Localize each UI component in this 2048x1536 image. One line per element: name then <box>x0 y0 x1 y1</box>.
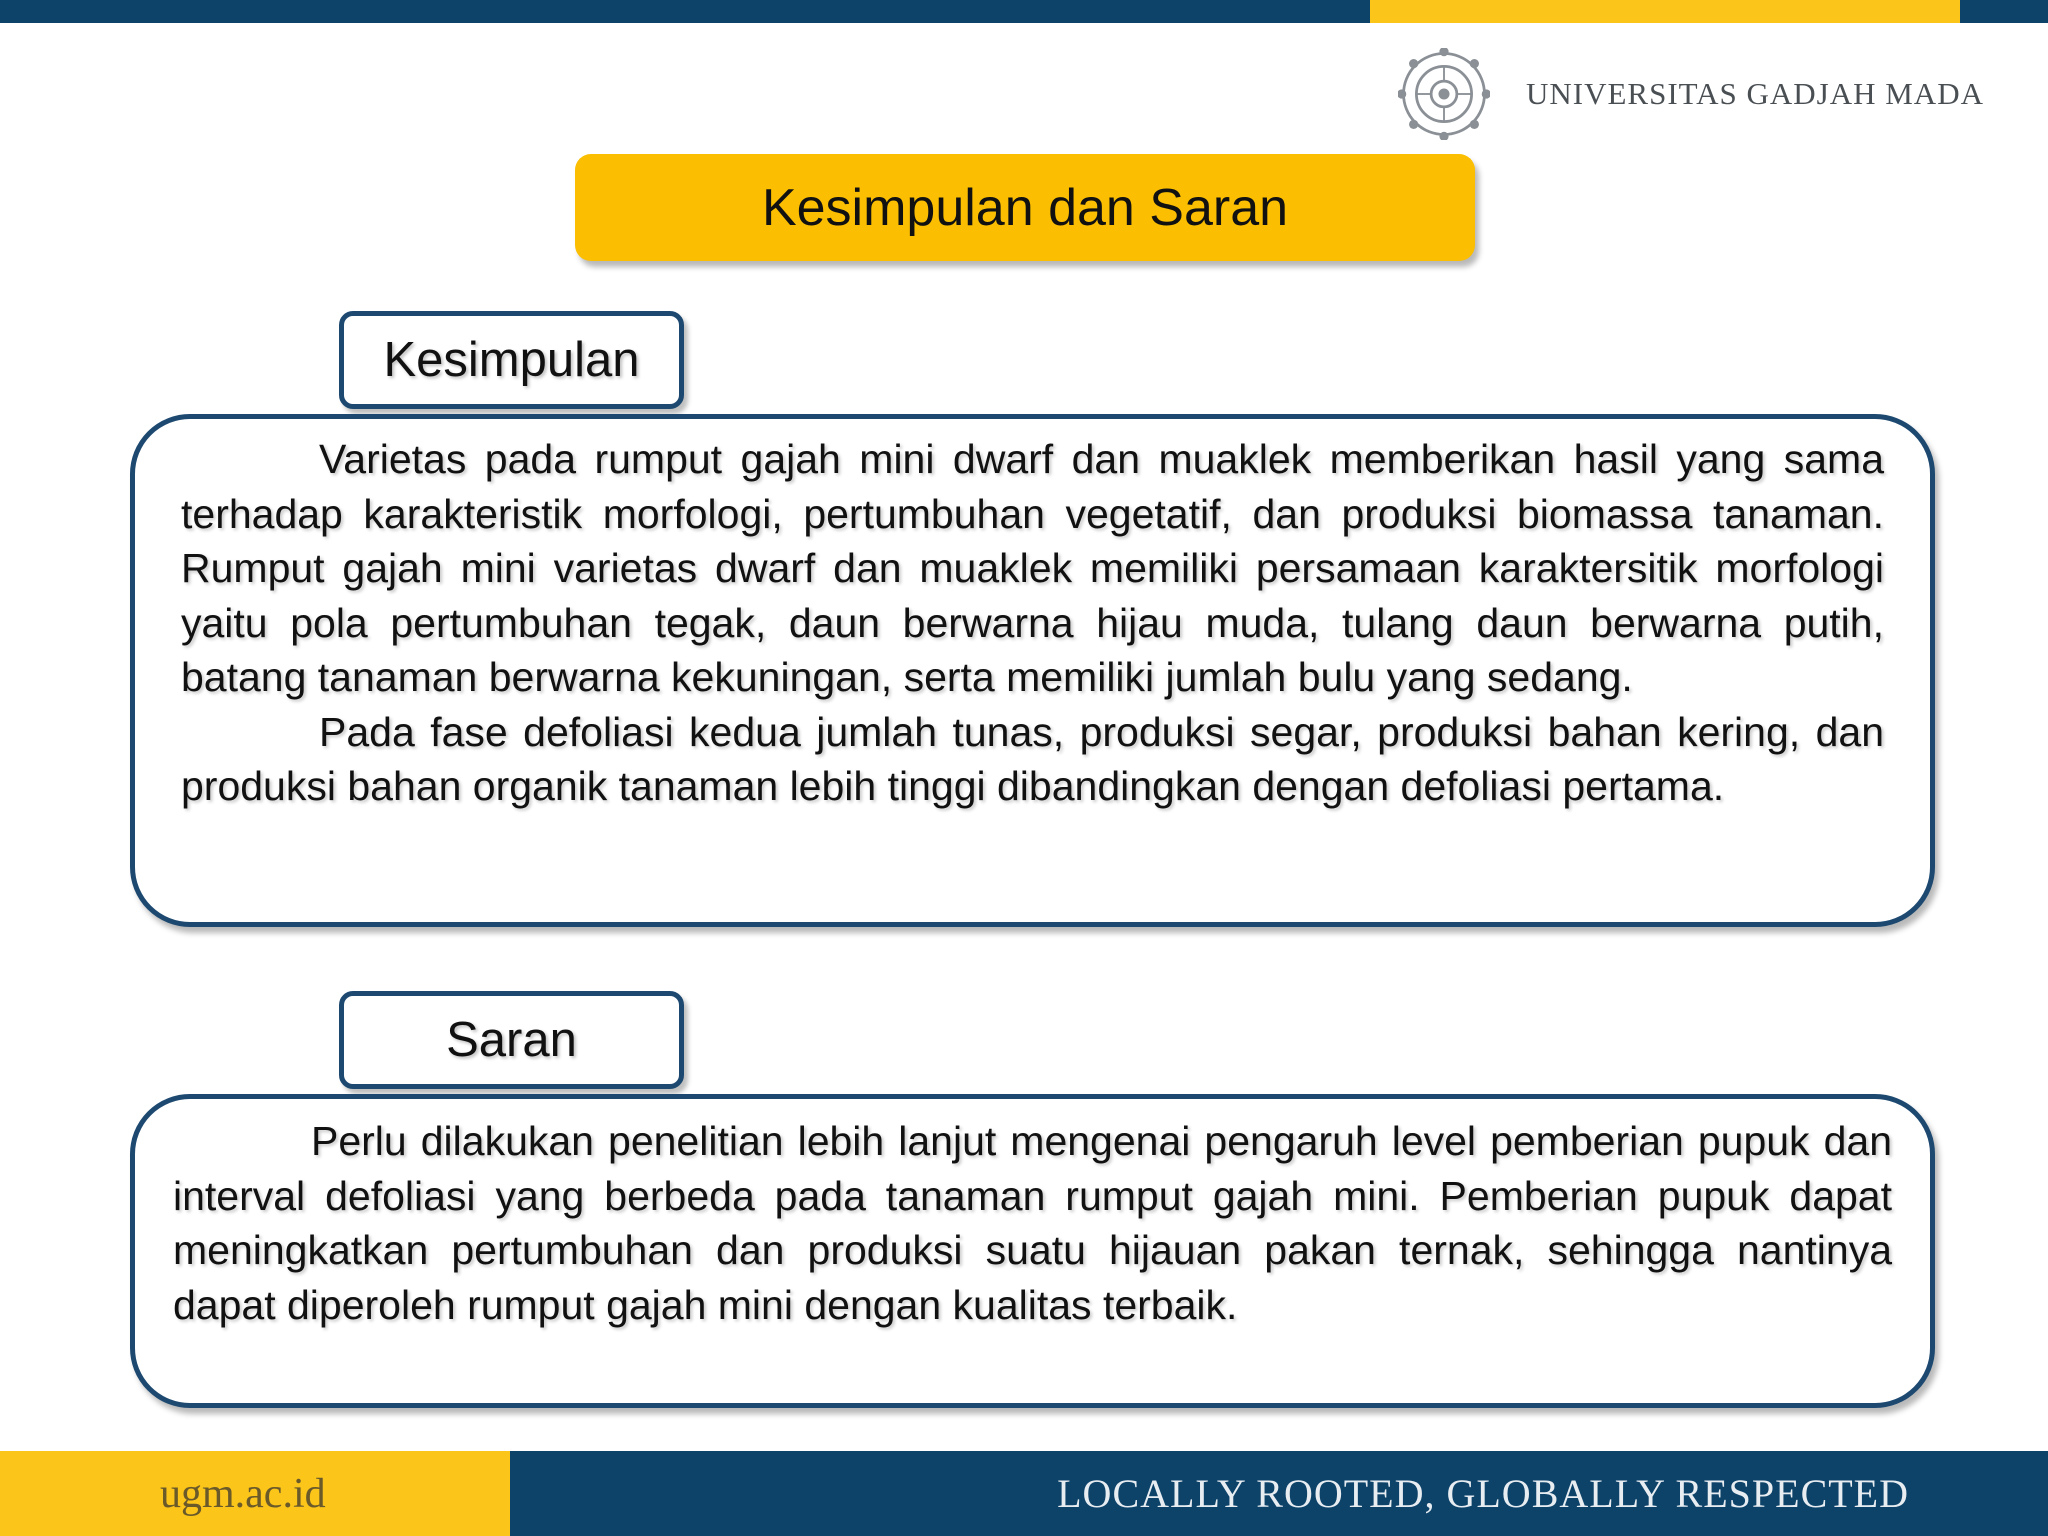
top-stripe-yellow <box>1370 0 1960 23</box>
saran-tab <box>339 991 684 1089</box>
kesimpulan-tab <box>339 311 684 409</box>
university-name: UNIVERSITAS GADJAH MADA <box>1526 76 1984 111</box>
saran-box <box>130 1094 1935 1408</box>
title-banner <box>575 154 1475 261</box>
footer-url: ugm.ac.id <box>160 1470 326 1517</box>
ugm-seal-icon <box>1398 48 1490 140</box>
slide-title: Kesimpulan dan Saran <box>761 178 1289 237</box>
saran-label: Saran <box>446 1013 577 1067</box>
kesimpulan-label: Kesimpulan <box>383 333 640 387</box>
footer-left <box>0 1451 510 1536</box>
footer-tagline: LOCALLY ROOTED, GLOBALLY RESPECTED <box>1057 1471 1909 1516</box>
top-stripe-navy-left <box>0 0 1370 23</box>
top-stripe-navy-right <box>1960 0 2048 23</box>
kesimpulan-paragraph-1: Varietas pada rumput gajah mini dwarf dan muaklek memberikan hasil yang sama terhadap karakteristik morfologi, pertumbuhan vegetatif, dan produksi biomassa tanaman. Rumput gajah mini varietas dwarf dan muaklek memiliki persamaan karaktersitik morfologi yaitu pola pertumbuhan tegak, daun berwarna hijau muda, tulang daun berwarna putih, batang tanaman berwarna kekuningan, serta memiliki jumlah bulu yang sedang. <box>181 436 1884 700</box>
footer-right <box>510 1451 2048 1536</box>
university-logo <box>1398 48 1984 140</box>
kesimpulan-box <box>130 414 1935 927</box>
saran-paragraph-1: Perlu dilakukan penelitian lebih lanjut mengenai pengaruh level pemberian pupuk dan interval defoliasi yang berbeda pada tanaman rumput gajah mini. Pemberian pupuk dapat meningkatkan pertumbuhan dan produksi suatu hijauan pakan ternak, sehingga nantinya dapat diperoleh rumput gajah mini dengan kualitas terbaik. <box>173 1118 1892 1328</box>
kesimpulan-paragraph-2: Pada fase defoliasi kedua jumlah tunas, produksi segar, produksi bahan kering, dan produksi bahan organik tanaman lebih tinggi dibandingkan dengan defoliasi pertama. <box>181 708 1884 809</box>
